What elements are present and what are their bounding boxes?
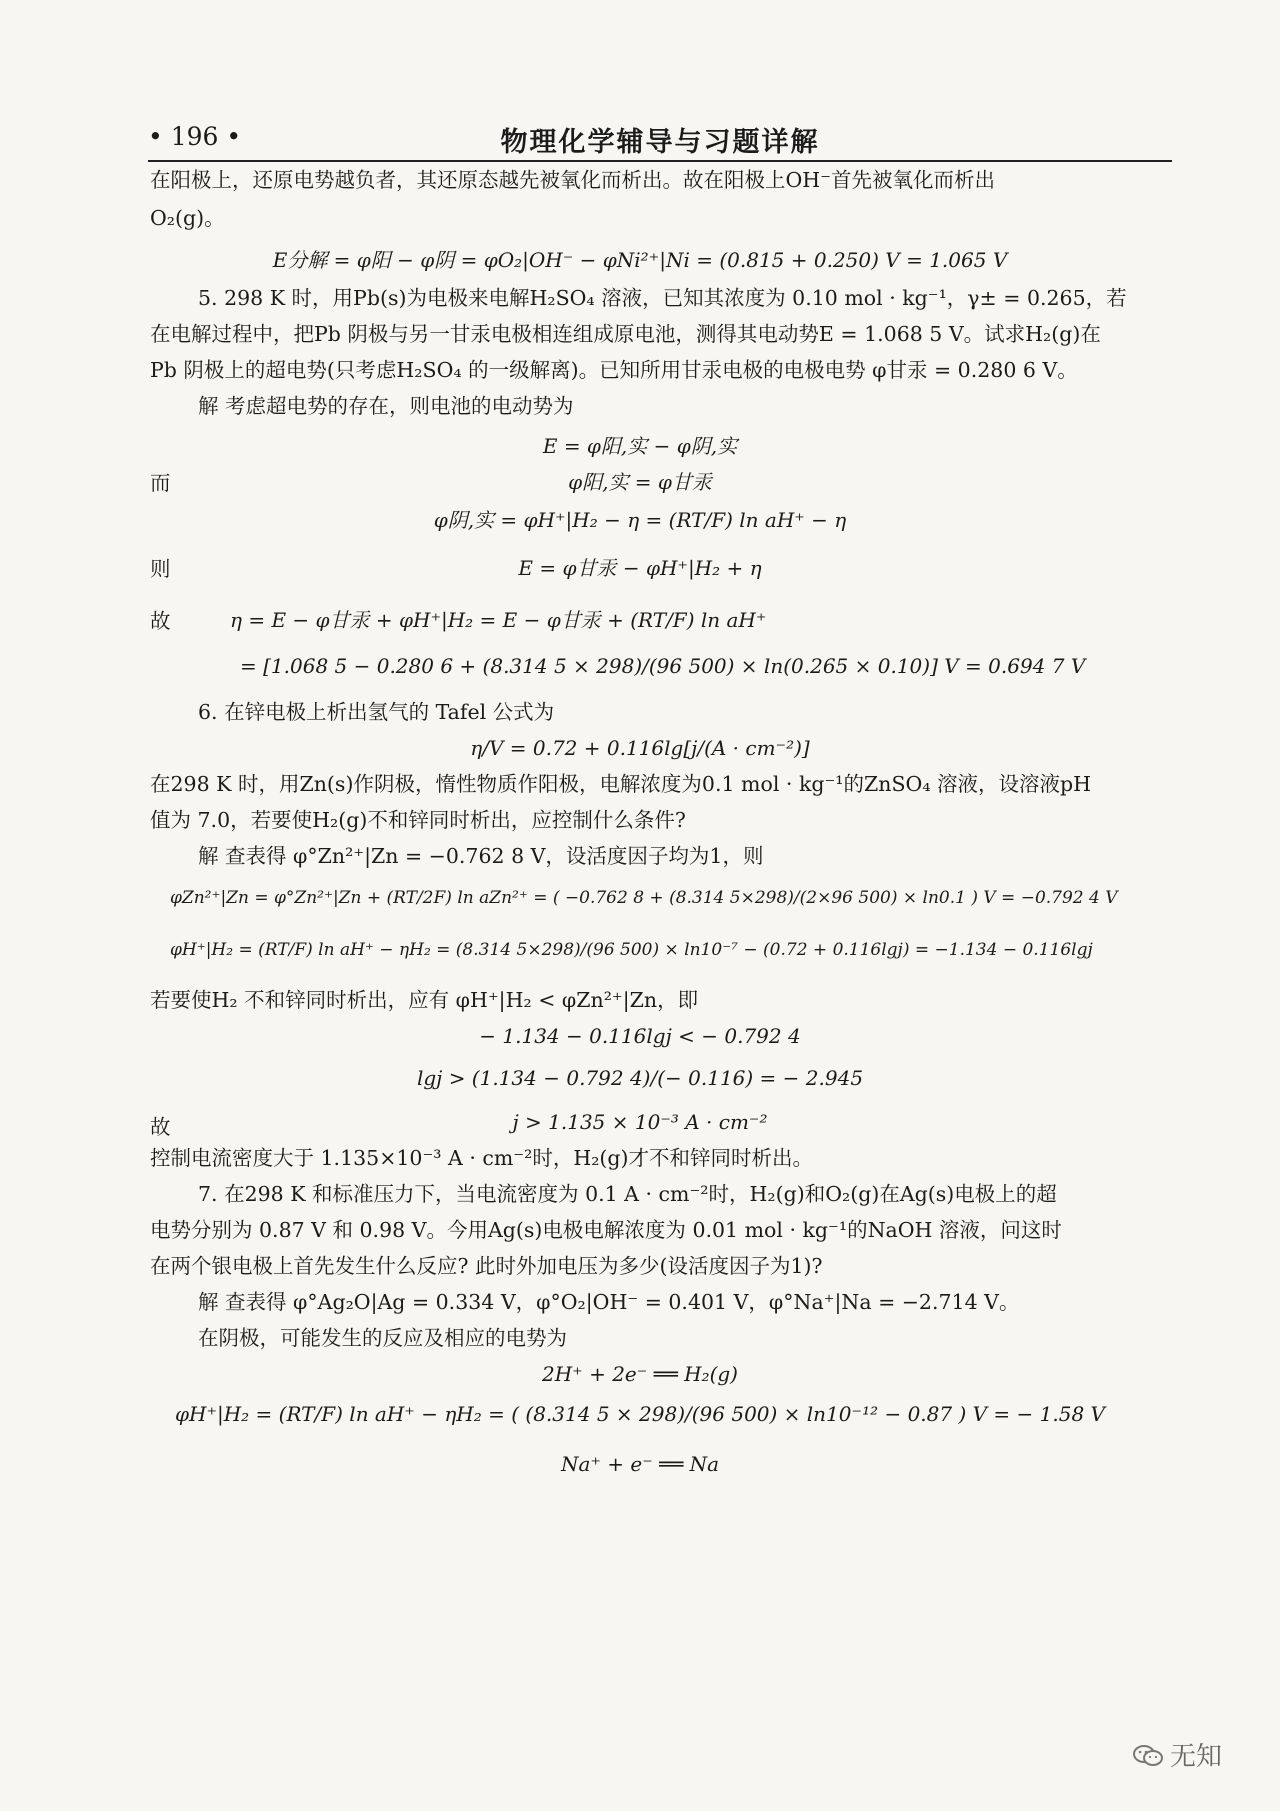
page-header — [148, 118, 1172, 162]
equation: φZn²⁺|Zn = φ°Zn²⁺|Zn + (RT/2F) ln aZn²⁺ = ( −0.762 8 + (8.314 5×298)/(2×96 500) × ln0.1 ) V = −0.792 4 V — [170, 888, 1118, 908]
equation: φ阳,实 = φ甘汞 — [568, 470, 712, 494]
label-gu: 故 — [150, 609, 171, 633]
equation: Na⁺ + e⁻ ══ Na — [560, 1452, 720, 1476]
text-line: 在阴极，可能发生的反应及相应的电势为 — [198, 1326, 567, 1350]
label-ze: 则 — [150, 557, 171, 581]
equation: E分解 = φ阳 − φ阴 = φO₂|OH⁻ − φNi²⁺|Ni = (0.815 + 0.250) V = 1.065 V — [272, 248, 1008, 272]
wechat-icon — [1132, 1743, 1164, 1769]
equation: lgj > (1.134 − 0.792 4)/(− 0.116) = − 2.945 — [416, 1066, 864, 1090]
text-line: 在阳极上，还原电势越负者，其还原态越先被氧化而析出。故在阳极上OH⁻首先被氧化而析出 — [150, 168, 996, 192]
equation: E = φ阳,实 − φ阴,实 — [542, 434, 738, 458]
equation: E = φ甘汞 − φH⁺|H₂ + η — [518, 556, 762, 580]
solution-intro: 解 考虑超电势的存在，则电池的电动势为 — [198, 394, 574, 418]
equation: η = E − φ甘汞 + φH⁺|H₂ = E − φ甘汞 + (RT/F) ln aH⁺ — [230, 608, 767, 632]
text-line: 在两个银电极上首先发生什么反应? 此时外加电压为多少(设活度因子为1)? — [150, 1254, 823, 1278]
book-title: 物理化学辅导与习题详解 — [500, 127, 820, 158]
equation: = [1.068 5 − 0.280 6 + (8.314 5 × 298)/(96 500) × ln(0.265 × 0.10)] V = 0.694 7 V — [240, 654, 1086, 678]
text-line: O₂(g)。 — [150, 206, 225, 230]
equation: η/V = 0.72 + 0.116lg[j/(A · cm⁻²)] — [470, 736, 810, 760]
text-line: 若要使H₂ 不和锌同时析出，应有 φH⁺|H₂ < φZn²⁺|Zn，即 — [150, 988, 699, 1012]
text-line: 控制电流密度大于 1.135×10⁻³ A · cm⁻²时，H₂(g)才不和锌同时析出。 — [150, 1146, 814, 1170]
text-line: 在电解过程中，把Pb 阴极与另一甘汞电极相连组成原电池，测得其电动势E = 1.068 5 V。试求H₂(g)在 — [150, 322, 1101, 346]
text-line: 值为 7.0，若要使H₂(g)不和锌同时析出，应控制什么条件? — [150, 808, 686, 832]
watermark-text: 无知 — [1169, 1742, 1222, 1772]
problem-6-line: 6. 在锌电极上析出氢气的 Tafel 公式为 — [198, 700, 555, 724]
equation: 2H⁺ + 2e⁻ ══ H₂(g) — [542, 1362, 738, 1386]
text-line: Pb 阴极上的超电势(只考虑H₂SO₄ 的一级解离)。已知所用甘汞电极的电极电势 φ甘汞 = 0.280 6 V。 — [150, 358, 1078, 382]
equation: − 1.134 − 0.116lgj < − 0.792 4 — [479, 1024, 801, 1048]
equation: φH⁺|H₂ = (RT/F) ln aH⁺ − ηH₂ = ( (8.314 5 × 298)/(96 500) × ln10⁻¹² − 0.87 ) V = − 1.58 V — [175, 1402, 1105, 1426]
text-line: 在298 K 时，用Zn(s)作阴极，惰性物质作阳极，电解浓度为0.1 mol · kg⁻¹的ZnSO₄ 溶液，设溶液pH — [150, 772, 1092, 796]
equation: φ阴,实 = φH⁺|H₂ − η = (RT/F) ln aH⁺ − η — [433, 508, 847, 532]
watermark — [1132, 1736, 1222, 1773]
problem-5-line: 5. 298 K 时，用Pb(s)为电极来电解H₂SO₄ 溶液，已知其浓度为 0.10 mol · kg⁻¹，γ± = 0.265，若 — [198, 286, 1127, 310]
solution-intro: 解 查表得 φ°Ag₂O|Ag = 0.334 V，φ°O₂|OH⁻ = 0.401 V，φ°Na⁺|Na = −2.714 V。 — [198, 1290, 1020, 1314]
solution-intro: 解 查表得 φ°Zn²⁺|Zn = −0.762 8 V，设活度因子均为1，则 — [198, 844, 764, 868]
text-line: 电势分别为 0.87 V 和 0.98 V。今用Ag(s)电极电解浓度为 0.01 mol · kg⁻¹的NaOH 溶液，问这时 — [150, 1218, 1062, 1242]
label-gu: 故 — [150, 1115, 171, 1139]
problem-7-line: 7. 在298 K 和标准压力下，当电流密度为 0.1 A · cm⁻²时，H₂(g)和O₂(g)在Ag(s)电极上的超 — [198, 1182, 1057, 1206]
equation: φH⁺|H₂ = (RT/F) ln aH⁺ − ηH₂ = (8.314 5×298)/(96 500) × ln10⁻⁷ − (0.72 + 0.116lgj) = −1.134 − 0.116lgj — [170, 940, 1093, 960]
label-er: 而 — [150, 471, 171, 495]
page-number: • 196 • — [148, 122, 242, 151]
equation: j > 1.135 × 10⁻³ A · cm⁻² — [512, 1110, 768, 1134]
